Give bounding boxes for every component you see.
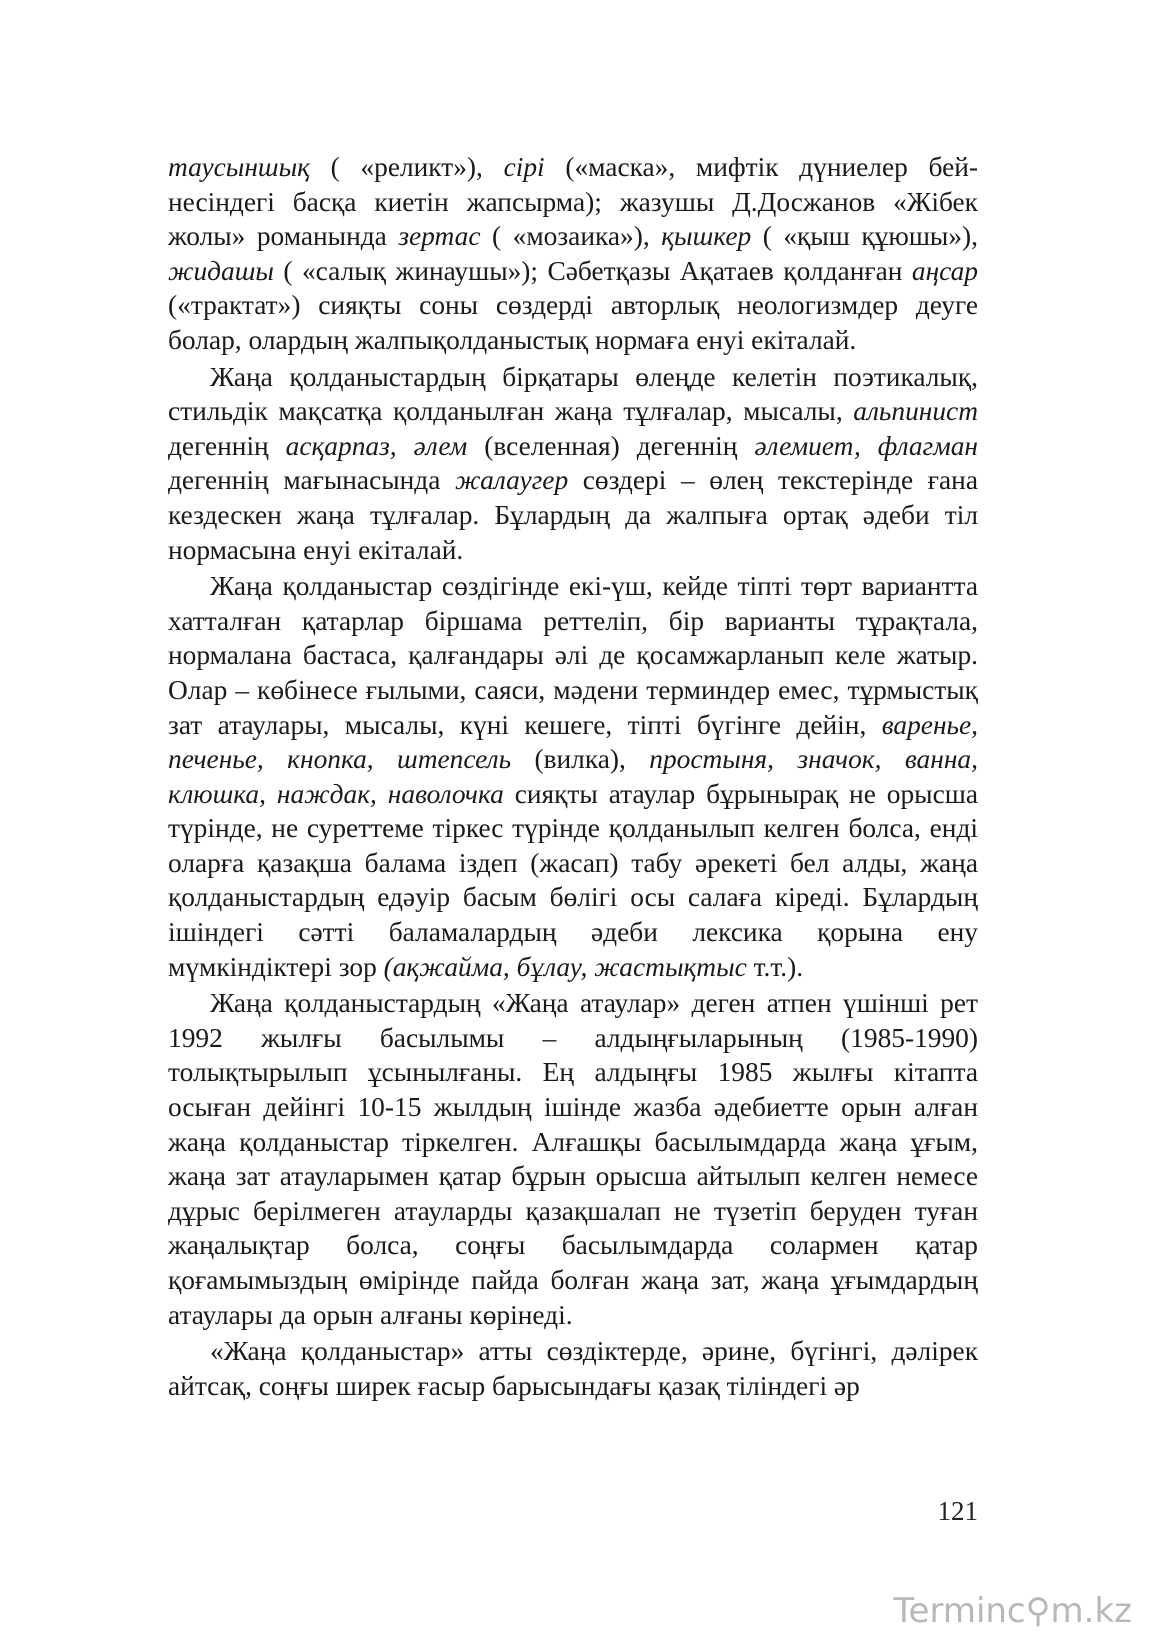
italic-term: асқарпаз, әлем	[285, 430, 468, 461]
text-run: Жаңа қолданыстардың «Жаңа атаулар» деген атпен үшінші рет 1992 жылғы басылымы – алдыңғыларының (1985-1990) толықтырылып ұсынылғаны. Ең алдыңғы 1985 жылғы кітапта осыған дейінгі 10-15 жылдың ішінде жазба әдебиетте орын алған жаңа қолданыстар тіркелген. Алғашқы басылымдарда жаңа ұғым, жаңа зат атауларымен қатар бұрын орысша айтылып келген немесе дұрыс берілмеген атауларды қазақшалап не түзетіп беруден туған жаңалықтар болса, соңғы басылымдарда солармен қатар қоғамымыздың өмірінде пайда болған жаңа зат, жаңа ұғымдардың атаулары да орын алғаны көрінеді.	[168, 988, 978, 1330]
text-run: т.т.).	[746, 951, 804, 982]
text-run: Жаңа қолданыстар сөздігінде екі-үш, кейде тіпті төрт вариантта хатталған қатарлар біршама реттеліп, бір варианты тұрақтала, нормалана бастаса, қалғандары әлі де қосамжарланып келе жатыр. Олар – көбінесе ғылыми, саяси, мәдени терминдер емес, тұрмыстық зат атаулары, мысалы, күні кешеге, тіпті бүгінге дейін,	[168, 571, 978, 740]
text-run: ( «қыш құюшы»),	[751, 221, 978, 252]
text-run: ( «салық жинаушы»); Сәбетқазы Ақатаев қолданған	[273, 255, 912, 286]
italic-term: аңсар	[911, 255, 978, 286]
paragraph-5	[168, 1334, 978, 1403]
termincom-watermark-logo	[894, 1591, 1132, 1631]
paragraph-2	[168, 360, 978, 568]
text-run: («маска», мифтік дүниелер бейнесіндегі басқа киетін жапсырма); жазушы Д.Досжанов «Жібек жолы» романында	[168, 152, 979, 252]
text-run: («трактат») сияқты соны сөздерді авторлық неологизмдер деуге болар, олардың жалпықолданыстық нормаға енуі екіталай.	[168, 290, 978, 355]
italic-term: зертас	[398, 221, 481, 252]
page-number: 121	[937, 1496, 978, 1526]
text-run: ( «реликт»),	[309, 152, 504, 182]
paragraph-3	[168, 569, 978, 984]
text-run: дегеннің	[168, 430, 286, 461]
text-run: «Жаңа қолданыстар» атты сөздіктерде, әрине, бүгінгі, дәлірек айтсақ, соңғы ширек ғасыр барысындағы қазақ тіліндегі әр	[168, 1336, 978, 1401]
text-run: (вилка),	[511, 744, 650, 775]
text-run: дегеннің мағынасында	[168, 465, 456, 496]
italic-term: (ақжайма, бұлау, жастықтыс	[383, 951, 747, 982]
text-run: Жаңа қолданыстардың бірқатары өлеңде келетін поэтикалық, стильдік мақсатқа қолданылған жаңа тұлғалар, мысалы,	[168, 361, 978, 427]
italic-term: әлемиет, флагман	[754, 430, 978, 461]
italic-term: таусыншық	[168, 152, 310, 182]
italic-term: простыня, значок, ванна, клюшка, наждак, наволочка	[168, 744, 978, 809]
italic-term: жалаугер	[455, 465, 569, 496]
italic-term: жидашы	[168, 255, 274, 286]
watermark-text: Terminc⚲m.kz	[893, 1591, 1132, 1631]
paragraph-1	[168, 150, 978, 358]
italic-term: сірі	[503, 152, 545, 182]
italic-term: қышкер	[661, 221, 752, 252]
body-text	[168, 150, 978, 1403]
italic-term: альпинист	[853, 396, 978, 427]
text-run: сөздері – өлең текстерінде ғана кездескен жаңа тұлғалар. Бұлардың да жалпыға ортақ әдеби тіл нормасына енуі екіталай.	[168, 465, 978, 565]
text-run: (вселенная) дегеннің	[467, 430, 755, 461]
paragraph-4	[168, 986, 978, 1332]
text-run: ( «мозаика»),	[480, 221, 662, 252]
text-run: сияқты атаулар бұрынырақ не орысша түрінде, не суреттеме тіркес түрінде қолданылып келген болса, енді оларға қазақша балама іздеп (жасап) табу әрекеті бел алды, жаңа қолданыстардың едәуір басым бөлігі осы салаға кіреді. Бұлардың ішіндегі сәтті баламалардың әдеби лексика қорына ену мүмкіндіктері зор	[168, 778, 978, 982]
italic-term: варенье, печенье, кнопка, штепсель	[168, 709, 978, 775]
